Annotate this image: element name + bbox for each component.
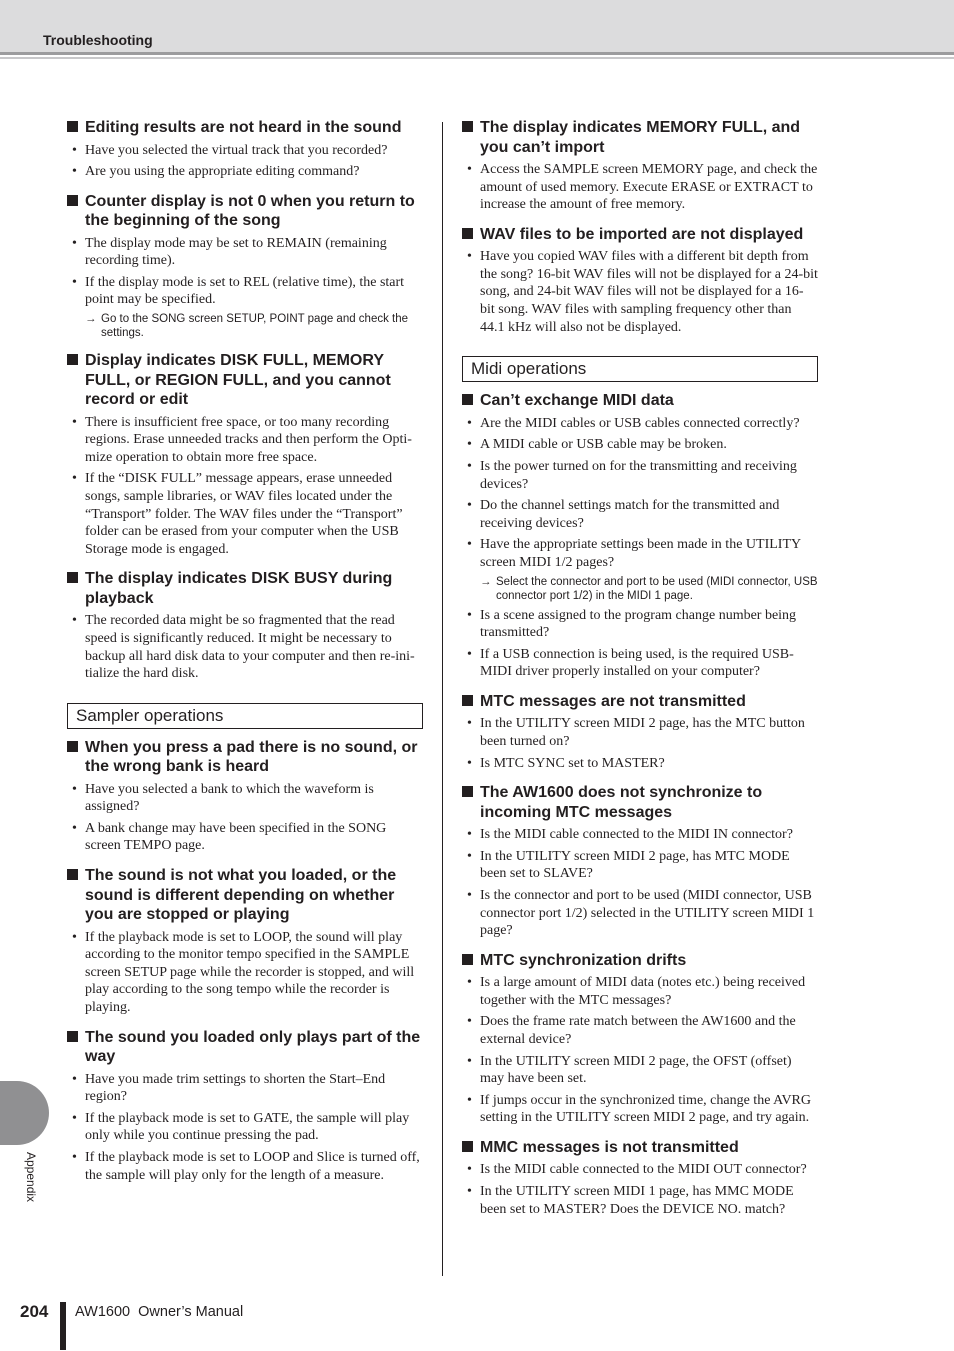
bullet-icon: • [467,1053,472,1069]
page-number: 204 [20,1302,49,1321]
section-heading [67,351,423,410]
square-bullet-icon [67,354,78,365]
square-bullet-icon [462,695,473,706]
list-item [462,974,818,1009]
bullet-icon: • [467,249,472,265]
sampler-operations-box: Sampler operations [67,703,423,729]
list-item [67,1071,423,1106]
troubleshoot-section [67,351,423,558]
header-rule [0,52,954,55]
troubleshoot-section [67,192,423,340]
list-item [462,415,818,433]
bullet-icon: • [72,274,77,290]
list-item [67,142,423,160]
appendix-side-tab [0,1081,49,1145]
left-column [67,118,423,1195]
square-bullet-icon [462,786,473,797]
list-item [67,781,423,816]
bullet-icon: • [72,235,77,251]
section-heading-text: Can’t exchange MIDI data [480,392,674,410]
bullet-icon: • [467,498,472,514]
square-bullet-icon [67,741,78,752]
troubleshoot-section [462,783,818,940]
bullet-icon: • [467,1092,472,1108]
section-heading-text: The display indicates MEMORY FULL, and you can’t import [480,119,801,156]
square-bullet-icon [67,572,78,583]
list-item-text: Is the MIDI cable connected to the MIDI OUT connector? [480,1162,807,1178]
bullet-list [462,415,818,681]
list-item [462,646,818,681]
list-item-text: Have you made trim settings to shorten the Start–End region? [85,1071,386,1105]
list-item-text: Have the appropriate settings been made in the UTILITY screen MIDI 1/2 pages? [480,537,801,570]
bullet-icon: • [72,414,77,430]
list-item [462,436,818,454]
bullet-icon: • [467,716,472,732]
troubleshoot-section [67,738,423,855]
list-item-text: If the playback mode is set to GATE, the sample will play only while you continue pressing the pad. [85,1110,410,1144]
section-heading-text: MMC messages is not transmitted [480,1138,739,1156]
bullet-icon: • [467,415,472,431]
list-item-text: Is a scene assigned to the program change number being transmitted? [480,607,797,641]
list-item [462,887,818,940]
square-bullet-icon [462,121,473,132]
midi-sections [462,391,818,1218]
list-item-text: If a USB connection is being used, is the required USB-MIDI driver properly installed on your computer? [480,646,794,680]
list-item [462,1161,818,1179]
bullet-icon: • [467,162,472,177]
bullet-icon: • [72,1110,77,1126]
section-heading-text: Display indicates DISK FULL, MEMORY FULL, or REGION FULL, and you cannot record or edit [85,352,391,409]
list-item-text: If the playback mode is set to LOOP, the sound will play according to the monitor tempo specified in the SAMPLE screen SETUP page while the recorder is stopped, and will play according to the song tempo while the recorder is playing. [85,929,415,1015]
bullet-icon: • [72,164,77,180]
list-item [462,536,818,571]
bullet-list [462,161,818,214]
bullet-icon: • [467,646,472,662]
bullet-icon: • [467,827,472,843]
bullet-icon: • [467,458,472,474]
list-item [462,248,818,336]
list-item [462,497,818,532]
section-heading [67,118,423,138]
header-rule-light [0,57,954,59]
bullet-icon: • [467,1014,472,1030]
list-item [67,163,423,181]
section-heading [462,783,818,822]
column-divider [442,122,443,1276]
footer-bar [60,1302,66,1350]
bullet-list [67,929,423,1017]
section-heading-text: The sound you loaded only plays part of the way [85,1028,421,1066]
right-column [462,118,818,1229]
section-heading-text: The display indicates DISK BUSY during playback [85,570,393,607]
list-item-text: The recorded data might be so fragmented that the read speed is significantly reduced. It might be necessary to backup all hard disk data to your computer and then re-ini-tialize the hard disk. [85,613,415,682]
list-item-text: In the UTILITY screen MIDI 2 page, has MTC MODE been set to SLAVE? [480,848,790,882]
list-item-text: Is MTC SYNC set to MASTER? [480,755,665,771]
list-item [462,161,818,214]
arrow-note-text: Go to the SONG screen SETUP, POINT page and check the settings. [101,313,409,340]
page-header-title: Troubleshooting [43,32,153,48]
section-heading [462,391,818,411]
list-item [462,1013,818,1048]
section-heading-text: WAV files to be imported are not displayed [480,225,804,243]
bullet-icon: • [467,1184,472,1200]
sampler-sections [67,738,423,1184]
list-item-text: The display mode may be set to REMAIN (remaining recording time). [85,235,387,269]
section-heading-text: MTC synchronization drifts [480,951,687,969]
square-bullet-icon [462,228,473,239]
square-bullet-icon [462,954,473,965]
list-item [67,274,423,309]
section-heading [462,951,818,971]
right-sections [462,118,818,336]
section-heading [462,692,818,712]
midi-operations-box: Midi operations [462,356,818,382]
bullet-list [67,235,423,309]
troubleshoot-section [462,951,818,1127]
troubleshoot-section [67,118,423,181]
bullet-list [462,248,818,336]
troubleshoot-section [67,1028,423,1185]
bullet-icon: • [467,437,472,453]
bullet-list [67,1071,423,1185]
bullet-icon: • [72,613,77,629]
list-item-text: If the “DISK FULL” message appears, erase unneeded songs, sample libraries, or WAV files located under the “Transport” folder. The WAV files under the “Transport” folder can be erased from your computer when the USB Storage mode is engaged. [85,471,403,557]
bullet-icon: • [72,820,77,836]
section-heading-text: When you press a pad there is no sound, or the wrong bank is heard [85,738,418,776]
list-item [462,755,818,773]
bullet-icon: • [467,887,472,903]
list-item-text: Do the channel settings match for the transmitted and receiving devices? [480,498,780,531]
section-heading-text: Counter display is not 0 when you return to the beginning of the song [85,192,415,230]
bullet-list [67,142,423,181]
manual-title: AW1600 Owner’s Manual [75,1304,244,1320]
troubleshoot-section [462,391,818,681]
square-bullet-icon [67,869,78,880]
square-bullet-icon [67,1031,78,1042]
bullet-icon: • [72,1071,77,1087]
list-item-text: Have you selected the virtual track that you recorded? [85,142,388,158]
troubleshoot-section [67,569,423,682]
section-heading-text: The sound is not what you loaded, or the sound is different depending on whether you are stopped or playing [85,867,397,924]
list-item [67,235,423,270]
bullet-icon: • [72,142,77,158]
square-bullet-icon [67,195,78,206]
list-item [67,1149,423,1184]
bullet-icon: • [467,848,472,864]
list-item-text: In the UTILITY screen MIDI 2 page, the OFST (offset) may have been set. [480,1053,792,1087]
list-item-text: If jumps occur in the synchronized time, change the AVRG setting in the UTILITY screen MIDI 2 page, and try again. [480,1092,811,1126]
list-item-text: There is insufficient free space, or too many recording regions. Erase unneeded tracks and then perform the Opti-mize operation to obtain more free space. [85,414,412,465]
bullet-icon: • [72,781,77,797]
arrow-icon: → [85,313,97,326]
list-item-text: If the playback mode is set to LOOP and Slice is turned off, the sample will play only for the length of a measure. [85,1149,420,1183]
list-item-text: Is a large amount of MIDI data (notes etc.) being received together with the MTC messages? [480,975,806,1008]
bullet-icon: • [72,471,77,487]
arrow-note [67,312,423,340]
list-item [462,1053,818,1088]
section-heading [67,569,423,608]
bullet-icon: • [467,607,472,623]
section-heading [462,1138,818,1158]
section-heading [462,118,818,157]
troubleshoot-section [67,866,423,1016]
section-heading-text: Editing results are not heard in the sound [85,119,402,136]
list-item [462,458,818,493]
arrow-icon: → [480,575,492,588]
section-heading [67,192,423,231]
bullet-icon: • [72,1149,77,1165]
section-heading-text: The AW1600 does not synchronize to incoming MTC messages [480,784,763,821]
square-bullet-icon [462,1141,473,1152]
list-item-text: Have you selected a bank to which the waveform is assigned? [85,781,374,815]
troubleshoot-section [462,1138,818,1218]
left-sections [67,118,423,683]
list-item [67,414,423,467]
troubleshoot-section [462,118,818,214]
list-item-text: In the UTILITY screen MIDI 1 page, has MMC MODE been set to MASTER? Does the DEVICE NO. match? [480,1184,794,1217]
bullet-list [462,974,818,1127]
bullet-icon: • [467,975,472,991]
section-heading [67,738,423,777]
arrow-note-text: Select the connector and port to be used (MIDI connector, USB connector port 1/2) in the MIDI 1 page. [496,575,818,602]
bullet-list [67,612,423,682]
bullet-list [462,826,818,940]
square-bullet-icon [67,121,78,132]
list-item [67,820,423,855]
list-item-text: If the display mode is set to REL (relative time), the start point may be specified. [85,274,405,308]
bullet-list [67,414,423,559]
bullet-list [462,715,818,772]
bullet-icon: • [467,755,472,771]
bullet-icon: • [72,929,77,945]
list-item [462,1092,818,1127]
troubleshoot-section [462,225,818,336]
arrow-note [462,575,818,603]
list-item [67,470,423,558]
list-item-text: Are you using the appropriate editing command? [85,164,360,180]
list-item-text: Does the frame rate match between the AW1600 and the external device? [480,1014,796,1047]
troubleshoot-section [462,692,818,772]
list-item [462,826,818,844]
bullet-list [67,781,423,855]
list-item-text: Are the MIDI cables or USB cables connected correctly? [480,415,800,431]
list-item-text: Have you copied WAV files with a different bit depth from the song? 16-bit WAV files will not be displayed for a 24-bit song, and 24-bit WAV files will not be displayed for a 16-bit song. WAV files with sampling frequency other than 44.1 kHz will also not be displayed. [480,249,818,335]
list-item-text: Access the SAMPLE screen MEMORY page, and check the amount of used memory. Execute ERASE or EXTRACT to increase the amount of free memory. [480,162,818,213]
list-item-text: Is the connector and port to be used (MIDI connector, USB connector port 1/2) selected in the UTILITY screen MIDI 1 page? [480,887,815,939]
section-heading-text: MTC messages are not transmitted [480,692,746,710]
list-item-text: A bank change may have been specified in the SONG screen TEMPO page. [85,820,387,854]
list-item [462,607,818,642]
list-item-text: Is the power turned on for the transmitting and receiving devices? [480,458,797,492]
list-item [462,848,818,883]
section-heading [462,225,818,245]
section-heading [67,866,423,925]
bullet-list [462,1161,818,1218]
list-item [462,715,818,750]
list-item-text: In the UTILITY screen MIDI 2 page, has the MTC button been turned on? [480,716,805,749]
list-item [67,1110,423,1145]
list-item [462,1183,818,1218]
appendix-side-label: Appendix [24,1152,38,1203]
section-heading [67,1028,423,1067]
list-item [67,612,423,682]
bullet-icon: • [467,1162,472,1178]
list-item-text: A MIDI cable or USB cable may be broken. [480,437,727,453]
list-item [67,929,423,1017]
bullet-icon: • [467,537,472,553]
square-bullet-icon [462,394,473,405]
list-item-text: Is the MIDI cable connected to the MIDI IN connector? [480,827,793,843]
